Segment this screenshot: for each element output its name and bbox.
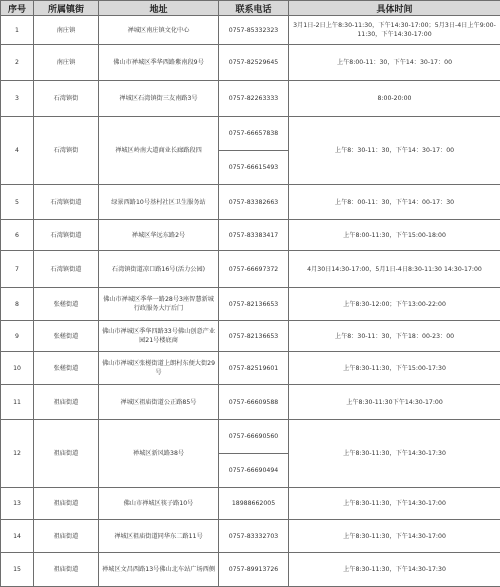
cell-address: 佛山市禅城区季华四路33号佛山创意产业园21号楼底商 (99, 321, 219, 352)
cell-address: 佛山市禅城区季华一路28号3座智慧新城行政服务大厅后门 (99, 288, 219, 321)
table-row (1, 553, 500, 587)
cell-address: 绿景西路10号基村社区卫生服务站 (99, 185, 219, 220)
header-no: 序号 (1, 1, 34, 16)
table-body (1, 16, 500, 587)
cell-no: 5 (1, 185, 34, 220)
cell-town: 石湾镇街道 (34, 251, 99, 288)
table-row (1, 251, 500, 288)
cell-address: 禅城区南庄镇文化中心 (99, 16, 219, 45)
phone-number: 0757-82263333 (219, 81, 288, 116)
cell-town: 石湾镇街 (34, 81, 99, 117)
cell-town: 祖庙街道 (34, 488, 99, 520)
cell-town: 祖庙街道 (34, 385, 99, 420)
cell-time: 上午8:00-11：30，下午14：30-17：00 (289, 45, 500, 81)
phone-number: 0757-82519601 (219, 352, 288, 384)
phone-number: 0757-66657838 (219, 117, 288, 150)
cell-town: 石湾镇街道 (34, 220, 99, 251)
table-row (1, 16, 500, 45)
phone-number: 0757-82529645 (219, 45, 288, 80)
table-row (1, 185, 500, 220)
table-row (1, 288, 500, 321)
cell-time: 上午8:30-11:30下午14:30-17:00 (289, 385, 500, 420)
cell-no: 10 (1, 352, 34, 385)
cell-no: 4 (1, 117, 34, 185)
cell-phone (219, 488, 289, 520)
table-row (1, 321, 500, 352)
cell-phone (219, 185, 289, 220)
phone-number: 0757-66697372 (219, 251, 288, 287)
table-row (1, 352, 500, 385)
cell-town: 张槎街道 (34, 321, 99, 352)
cell-address: 禅城区岭南大道商业长廊路段四 (99, 117, 219, 185)
cell-town: 张槎街道 (34, 288, 99, 321)
header-town: 所属镇街 (34, 1, 99, 16)
cell-time: 上午8：00-11：30，下午14：00-17：30 (289, 185, 500, 220)
cell-town: 石湾镇街道 (34, 185, 99, 220)
cell-time: 上午8:30-11:30，下午14:30-17:30 (289, 420, 500, 488)
cell-no: 2 (1, 45, 34, 81)
cell-phone (219, 117, 289, 185)
cell-no: 6 (1, 220, 34, 251)
cell-time: 上午8:30-11:30，下午14:30-17:30 (289, 553, 500, 587)
cell-town: 张槎街道 (34, 352, 99, 385)
cell-phone (219, 420, 289, 488)
cell-no: 13 (1, 488, 34, 520)
cell-no: 8 (1, 288, 34, 321)
table-row (1, 81, 500, 117)
cell-time: 上午8：30-11：30，下午18：00-23：00 (289, 321, 500, 352)
phone-number: 0757-82136653 (219, 288, 288, 320)
phone-number: 0757-83332703 (219, 520, 288, 552)
cell-address: 禅城区祖庙街道公正路85号 (99, 385, 219, 420)
cell-time: 上午8：30-11：30，下午14：30-17：00 (289, 117, 500, 185)
phone-number: 0757-66690494 (219, 453, 288, 487)
cell-address: 禅城区石湾镇街三友南路3号 (99, 81, 219, 117)
cell-time: 上午8:30-11:30，下午14:30-17:00 (289, 488, 500, 520)
cell-town: 石湾镇街 (34, 117, 99, 185)
cell-town: 祖庙街道 (34, 420, 99, 488)
cell-phone (219, 81, 289, 117)
cell-no: 9 (1, 321, 34, 352)
phone-number: 0757-82136653 (219, 321, 288, 351)
cell-address: 佛山市禅城区张槎街道上朗村东便大街29号 (99, 352, 219, 385)
phone-number: 0757-66609588 (219, 385, 288, 419)
cell-address: 佛山市禅城区筷子路10号 (99, 488, 219, 520)
cell-time: 上午8:00-11:30，下午15:00-18:00 (289, 220, 500, 251)
table-row (1, 385, 500, 420)
cell-phone (219, 251, 289, 288)
cell-phone (219, 288, 289, 321)
cell-town: 祖庙街道 (34, 520, 99, 553)
cell-phone (219, 16, 289, 45)
table-row (1, 45, 500, 81)
phone-number: 0757-66615493 (219, 150, 288, 184)
table-header-row (1, 1, 500, 16)
cell-address: 禅城区祖庙街道同华东二路11号 (99, 520, 219, 553)
cell-no: 7 (1, 251, 34, 288)
cell-time: 上午8:30-11:30，下午15:00-17:30 (289, 352, 500, 385)
cell-phone (219, 553, 289, 587)
cell-no: 14 (1, 520, 34, 553)
cell-time: 上午8:30-12:00；下午13:00-22:00 (289, 288, 500, 321)
cell-town: 祖庙街道 (34, 553, 99, 587)
cell-no: 3 (1, 81, 34, 117)
cell-no: 15 (1, 553, 34, 587)
header-address: 地址 (99, 1, 219, 16)
cell-address: 禅城区新风路38号 (99, 420, 219, 488)
cell-phone (219, 352, 289, 385)
phone-number: 0757-83382663 (219, 185, 288, 219)
cell-no: 1 (1, 16, 34, 45)
cell-address: 禅城区华远东路2号 (99, 220, 219, 251)
cell-time: 3月1日-2日上午8:30-11:30，下午14:30-17:00；5月3日-4日上午9:00-11:30，下午14:30-17:00 (289, 16, 500, 45)
cell-town: 南庄镇 (34, 45, 99, 81)
table-row (1, 520, 500, 553)
cell-address: 佛山市禅城区季华西路紫南段9号 (99, 45, 219, 81)
cell-no: 12 (1, 420, 34, 488)
cell-phone (219, 385, 289, 420)
cell-address: 禅城区文昌西路13号佛山北车站广场西侧 (99, 553, 219, 587)
cell-time: 上午8:30-11:30，下午14:30-17:00 (289, 520, 500, 553)
cell-town: 南庄镇 (34, 16, 99, 45)
cell-time: 8:00-20:00 (289, 81, 500, 117)
cell-phone (219, 220, 289, 251)
cell-phone (219, 45, 289, 81)
header-time: 具体时间 (289, 1, 500, 16)
phone-number: 0757-89913726 (219, 553, 288, 586)
cell-phone (219, 520, 289, 553)
table-row (1, 117, 500, 185)
phone-number: 0757-83383417 (219, 220, 288, 250)
phone-number: 0757-66690560 (219, 420, 288, 453)
phone-number: 0757-85332323 (219, 16, 288, 44)
cell-address: 石湾镇街道凉口路16号(活力公园) (99, 251, 219, 288)
table-row (1, 220, 500, 251)
table-row (1, 420, 500, 488)
header-phone: 联系电话 (219, 1, 289, 16)
phone-number: 18988662005 (219, 488, 288, 519)
table-row (1, 488, 500, 520)
cell-no: 11 (1, 385, 34, 420)
cell-time: 4月30日14:30-17:00，5月1日-4日8:30-11:30 14:30-17:00 (289, 251, 500, 288)
cell-phone (219, 321, 289, 352)
